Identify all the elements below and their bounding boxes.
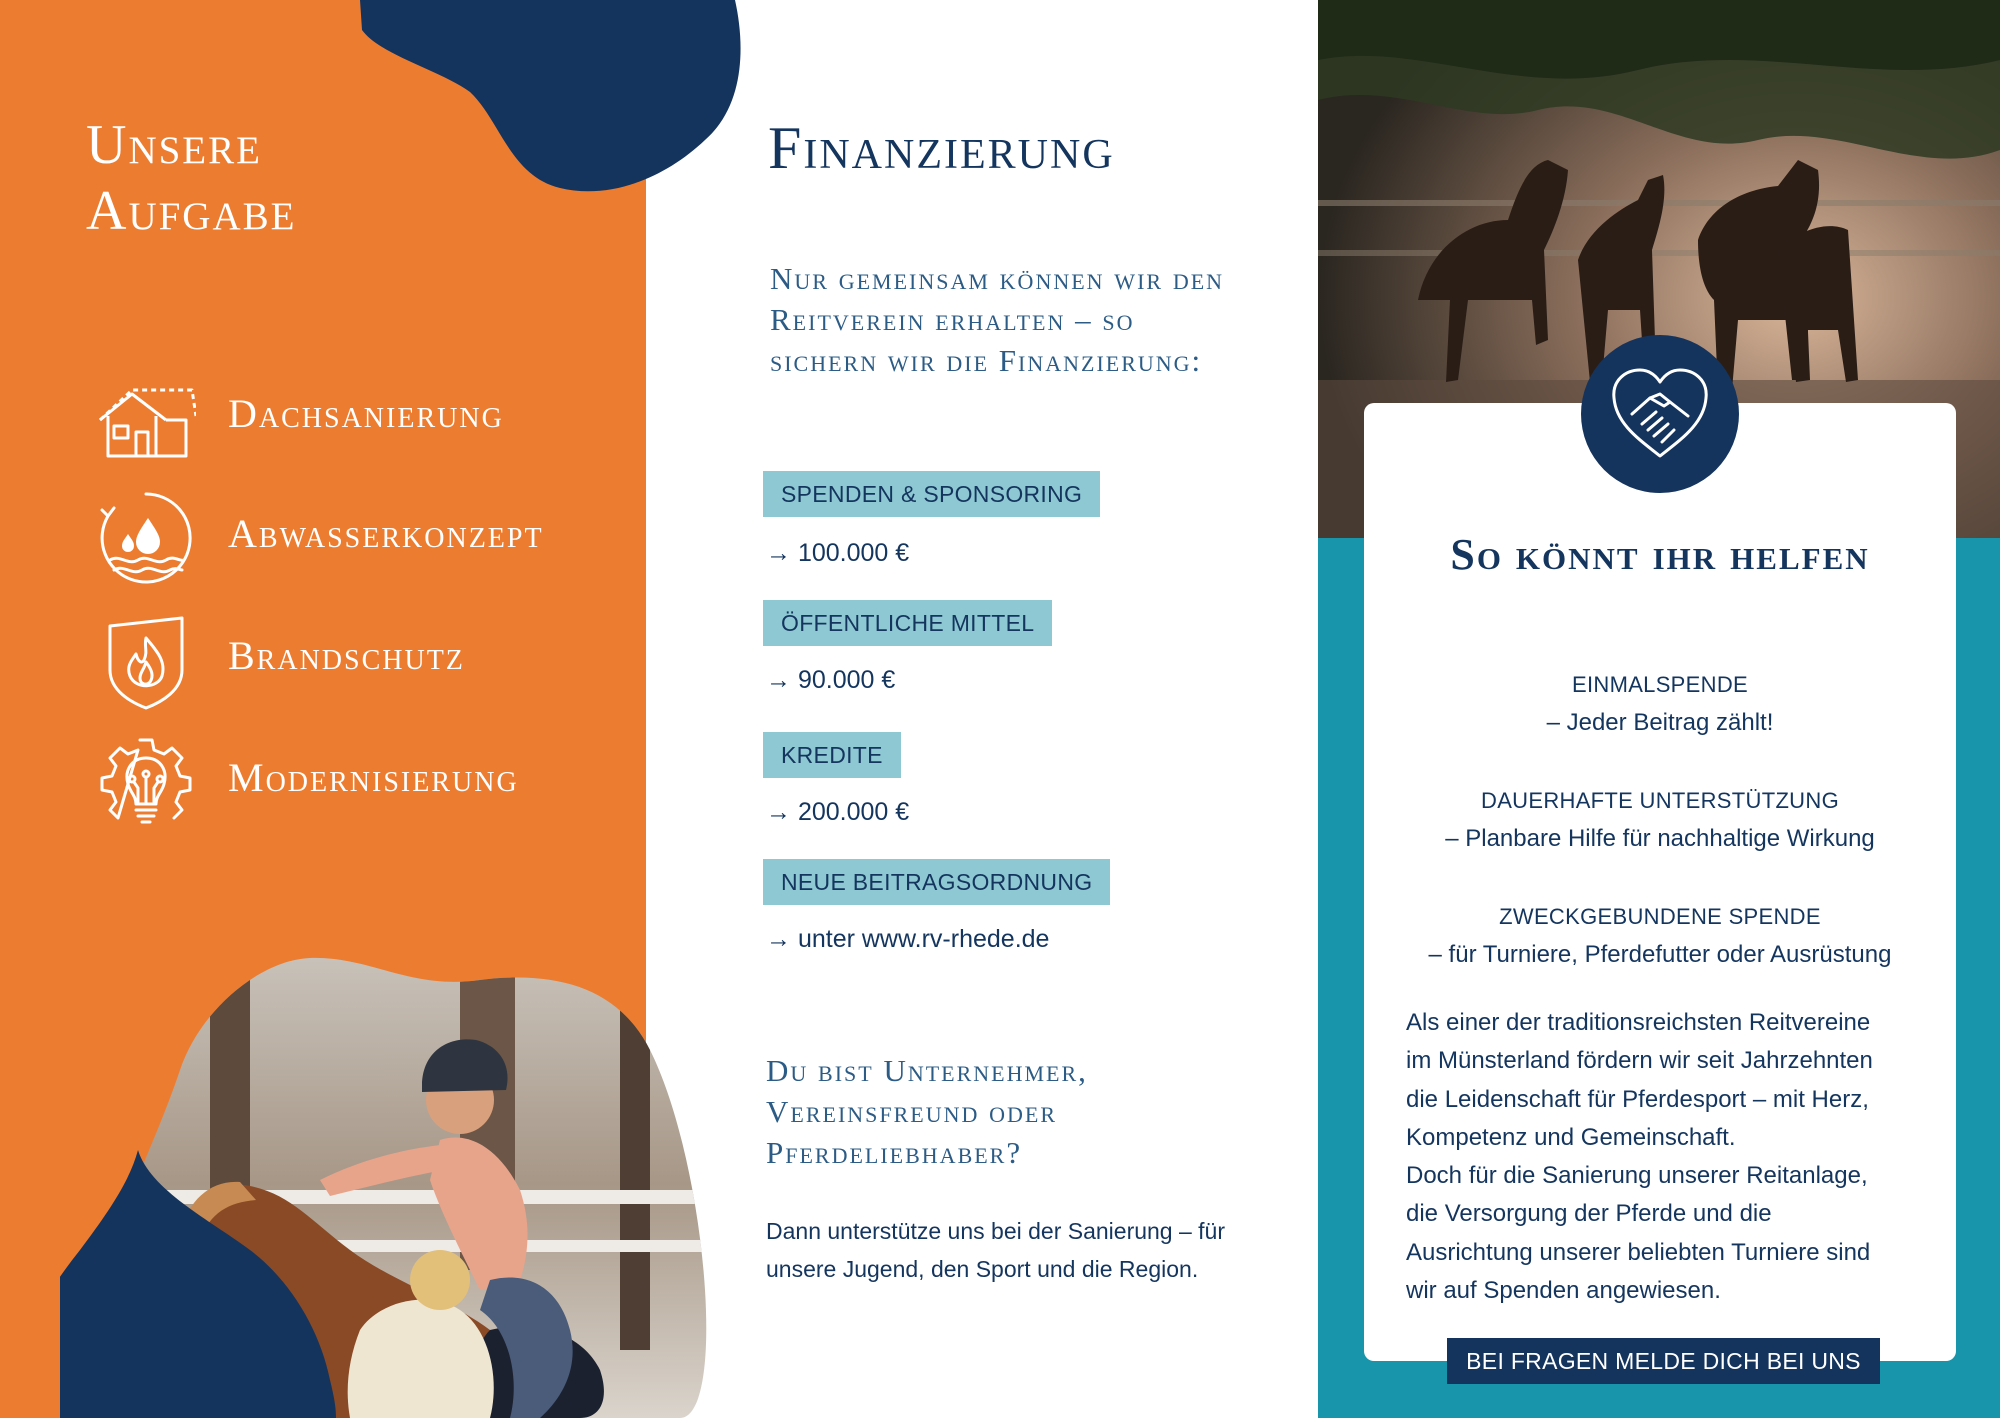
help-option-heading: ZWECKGEBUNDENE SPENDE: [1499, 904, 1821, 929]
rider-horse-photo: [60, 950, 720, 1418]
task-item-modern: [96, 734, 616, 834]
supporter-question: Du bist Unternehmer, Vereinsfreund oder Pferdeliebhaber?: [766, 1053, 1088, 1170]
funding-amount-fees[interactable]: → unter www.rv-rhede.de: [766, 925, 1050, 953]
lightbulb-gear-icon: [96, 734, 196, 834]
funding-amount-donations: → 100.000 €: [766, 539, 910, 567]
financing-intro: Nur gemeinsam können wir den Reitverein erhalten – so sichern wir die Finanzierung:: [770, 261, 1225, 378]
contact-button[interactable]: BEI FRAGEN MELDE DICH BEI UNS: [1447, 1338, 1880, 1384]
help-body-text: Als einer der traditionsreichsten Reitvereine im Münsterland fördern wir seit Jahrzehnten die Leidenschaft für Pferdesport – mit Herz, Kompetenz und Gemeinschaft. Doch für die Sanierung unserer Reitanlage, die Versorgung der Pferde und die Ausrichtung unserer beliebten Turniere sind wir auf Spenden angewiesen.: [1406, 1009, 1873, 1305]
heart-badge: [1581, 335, 1739, 493]
section-title-financing: Finanzierung: [768, 115, 1115, 181]
task-label: Modernisierung: [228, 755, 519, 800]
task-label: Abwasserkonzept: [228, 511, 544, 556]
task-label: Dachsanierung: [228, 391, 504, 436]
task-item-roof: [96, 370, 616, 470]
help-option-heading: EINMALSPENDE: [1572, 672, 1748, 697]
funding-chip-public: ÖFFENTLICHE MITTEL: [763, 600, 1052, 646]
help-option-heading: DAUERHAFTE UNTERSTÜTZUNG: [1481, 788, 1839, 813]
help-option-desc: – für Turniere, Pferdefutter oder Ausrüstung: [1428, 941, 1892, 968]
water-cycle-icon: [96, 490, 196, 590]
funding-chip-credits: KREDITE: [763, 732, 901, 778]
funding-amount-public: → 90.000 €: [766, 666, 896, 694]
task-item-fire: [96, 612, 616, 712]
funding-chip-donations: SPENDEN & SPONSORING: [763, 471, 1100, 517]
help-option-desc: – Jeder Beitrag zählt!: [1546, 709, 1774, 736]
help-option-earmarked: [1364, 898, 1956, 974]
funding-amount-credits: → 200.000 €: [766, 798, 910, 826]
help-option-desc: – Planbare Hilfe für nachhaltige Wirkung: [1445, 825, 1875, 852]
help-title: So könnt ihr helfen: [1450, 530, 1870, 579]
help-option-single: [1364, 666, 1956, 742]
fire-shield-icon: [96, 612, 196, 712]
help-option-recurring: [1364, 782, 1956, 858]
task-item-water: [96, 490, 616, 590]
task-label: Brandschutz: [228, 633, 465, 678]
funding-chip-fees: NEUE BEITRAGSORDNUNG: [763, 859, 1110, 905]
section-title-tasks: Unsere Aufgabe: [86, 114, 297, 242]
support-text: Dann unterstütze uns bei der Sanierung – für unsere Jugend, den Sport und die Region.: [766, 1218, 1226, 1282]
heart-handshake-icon: [1610, 366, 1710, 462]
house-renovation-icon: [96, 370, 196, 470]
